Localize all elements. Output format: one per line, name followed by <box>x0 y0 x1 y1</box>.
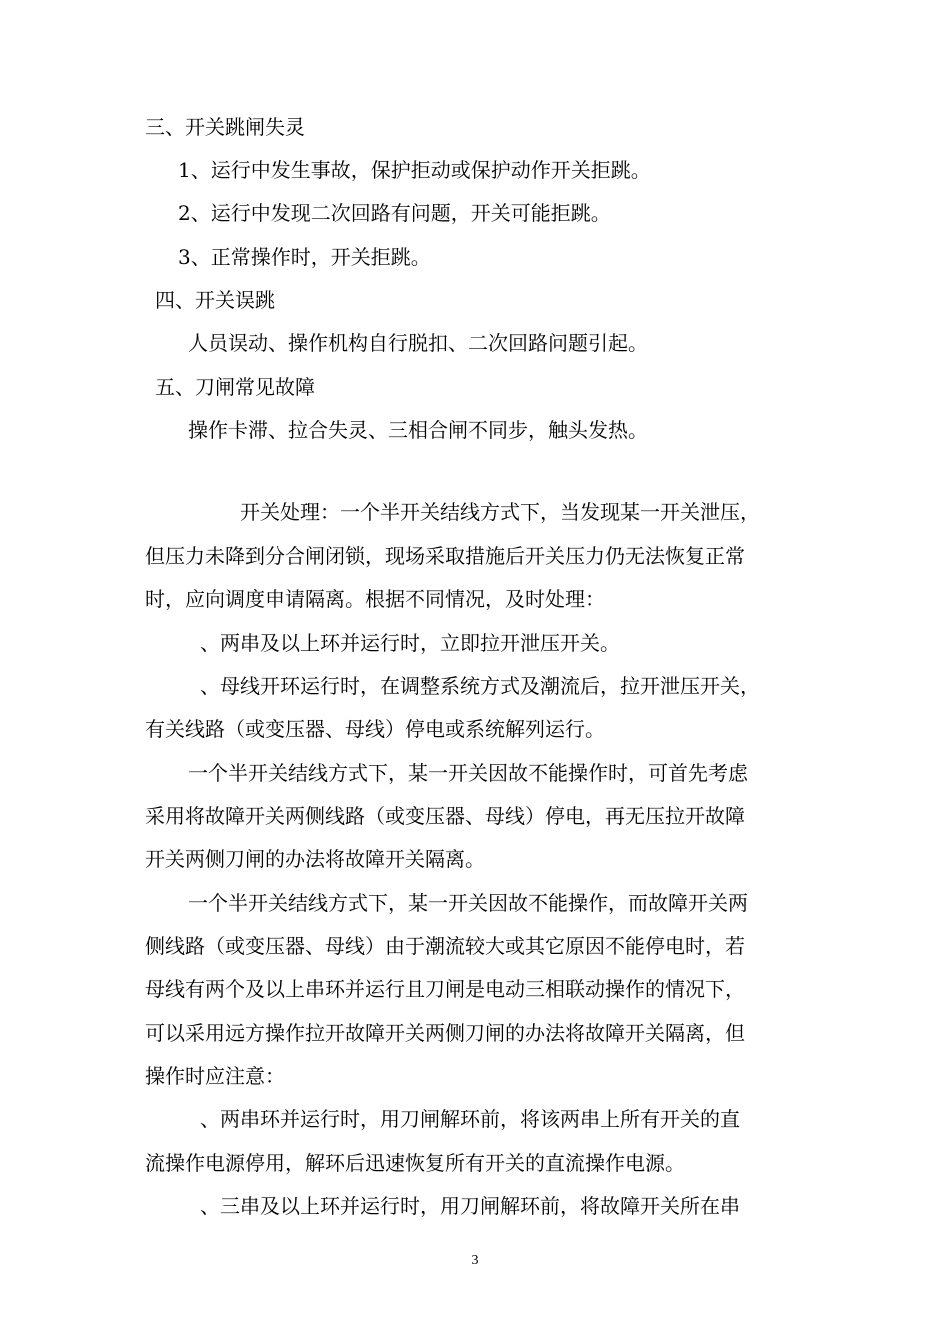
section-body: 操作卡滞、拉合失灵、三相合闸不同步，触头发热。 <box>188 418 648 442</box>
paragraph-line: 、两串环并运行时，用刀闸解环前，将该两串上所有开关的直 <box>200 1107 740 1131</box>
paragraph-line: 、三串及以上环并运行时，用刀闸解环前，将故障开关所在串 <box>200 1194 740 1218</box>
paragraph-line: 一个半开关结线方式下，某一开关因故不能操作时，可首先考虑 <box>188 761 748 785</box>
page-number: 3 <box>471 1253 479 1268</box>
paragraph-line: 流操作电源停用，解环后迅速恢复所有开关的直流操作电源。 <box>145 1151 685 1175</box>
section-heading: 五、刀闸常见故障 <box>155 375 315 399</box>
list-item: 2、运行中发现二次回路有问题，开关可能拒跳。 <box>178 201 611 225</box>
paragraph-line: 但压力未降到分合闸闭锁，现场采取措施后开关压力仍无法恢复正常 <box>145 544 745 568</box>
paragraph-line: 开关两侧刀闸的办法将故障开关隔离。 <box>145 847 485 871</box>
paragraph-line: 时，应向调度申请隔离。根据不同情况，及时处理： <box>145 587 605 611</box>
paragraph-line: 操作时应注意： <box>145 1064 285 1088</box>
section-heading: 三、开关跳闸失灵 <box>145 115 305 139</box>
list-item: 3、正常操作时，开关拒跳。 <box>178 245 431 269</box>
paragraph-line: 有关线路（或变压器、母线）停电或系统解列运行。 <box>145 717 605 741</box>
paragraph-line: 可以采用远方操作拉开故障开关两侧刀闸的办法将故障开关隔离，但 <box>145 1021 745 1045</box>
paragraph-line: 母线有两个及以上串环并运行且刀闸是电动三相联动操作的情况下， <box>145 977 745 1001</box>
paragraph-line: 、两串及以上环并运行时，立即拉开泄压开关。 <box>200 631 620 655</box>
paragraph-line: 、母线开环运行时，在调整系统方式及潮流后，拉开泄压开关， <box>200 674 760 698</box>
list-item: 1、运行中发生事故，保护拒动或保护动作开关拒跳。 <box>178 158 651 182</box>
paragraph-line: 采用将故障开关两侧线路（或变压器、母线）停电，再无压拉开故障 <box>145 804 745 828</box>
section-heading: 四、开关误跳 <box>155 288 275 312</box>
paragraph-line: 开关处理：一个半开关结线方式下，当发现某一开关泄压， <box>240 500 760 524</box>
paragraph-line: 侧线路（或变压器、母线）由于潮流较大或其它原因不能停电时，若 <box>145 934 745 958</box>
section-body: 人员误动、操作机构自行脱扣、二次回路问题引起。 <box>188 331 648 355</box>
paragraph-line: 一个半开关结线方式下，某一开关因故不能操作，而故障开关两 <box>188 891 748 915</box>
